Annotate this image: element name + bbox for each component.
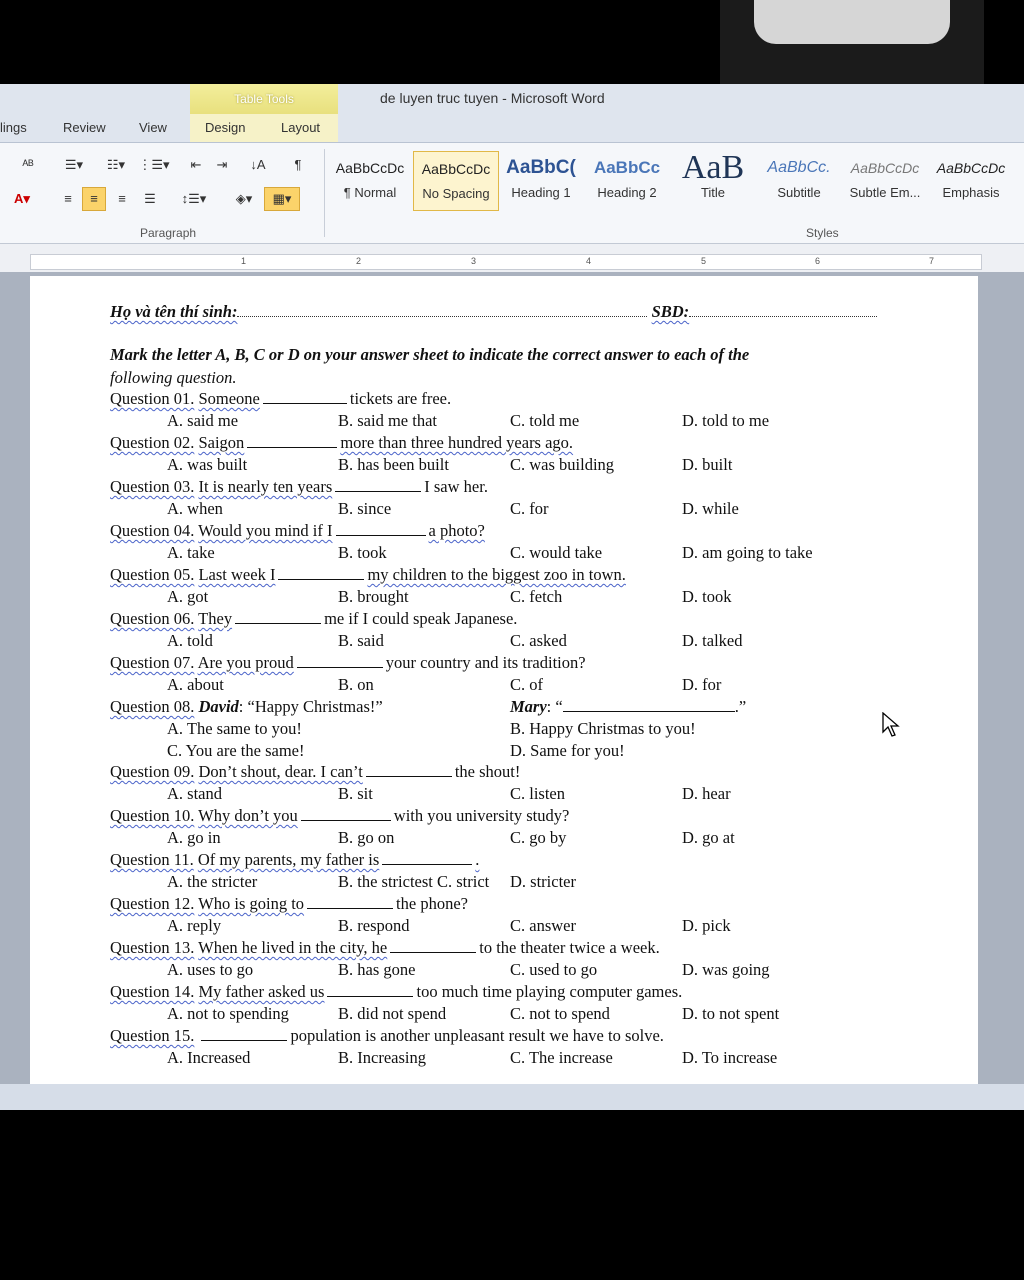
answer-option: D. while [682,499,739,518]
question-after: my children to the biggest zoo in town. [367,565,626,584]
question-label: Question 12. [110,894,195,913]
question-text [198,982,324,1001]
answer-blank [366,764,452,777]
question-before: Why don’t you [198,806,298,825]
window-title: de luyen truc tuyen - Microsoft Word [380,90,605,106]
decrease-indent-icon[interactable]: ⇤ [190,157,202,172]
question-before: Of my parents, my father is [197,850,380,869]
style-title[interactable]: AaB Title [681,151,745,200]
question-text [198,609,232,628]
ruler-number: 7 [929,256,935,266]
answer-option: B. brought [338,587,409,606]
question-text [198,653,294,672]
answer-option: A. take [167,543,215,562]
question-stem [110,982,682,1002]
answer-option: D. took [682,587,732,606]
question-stem [110,433,573,453]
answer-blank [278,567,364,580]
style-no-spacing[interactable]: AaBbCcDc No Spacing [413,151,499,211]
answer-option: C. fetch [510,587,563,606]
answer-option: C. of [510,675,543,694]
mouse-cursor-icon [882,712,900,738]
tab-mailings[interactable]: lings [0,120,27,135]
answer-option: B. said me that [338,411,437,430]
tab-design[interactable]: Design [205,120,246,135]
answer-option: D. Same for you! [510,741,625,760]
question-label: Question 08. [110,697,195,716]
question-before: Don’t shout, dear. I can’t [198,762,363,781]
group-separator [324,149,325,237]
justify-icon[interactable]: ☰ [144,191,156,206]
horizontal-ruler[interactable] [30,254,982,270]
line-spacing-icon[interactable]: ↕☰▾ [181,191,207,206]
question-label: Question 09. [110,762,195,781]
instruction-line-2: following question. [110,368,237,387]
tab-view[interactable]: View [139,120,167,135]
question-label: Question 11. [110,850,194,869]
font-color-icon[interactable]: A▾ [14,191,30,206]
ruler-number: 6 [815,256,821,266]
sbd-label: SBD: [651,302,690,321]
answer-option: C. go by [510,828,567,847]
answer-option: D. go at [682,828,735,847]
answer-option: B. Increasing [338,1048,426,1067]
answer-option: A. about [167,675,224,694]
question-after: more than three hundred years ago. [340,433,574,452]
answer-option: C. not to spend [510,1004,610,1023]
question-after: the phone? [396,894,468,913]
answer-option: A. told [167,631,213,650]
question-label: Question 10. [110,806,195,825]
answer-option: B. go on [338,828,395,847]
answer-option: B. since [338,499,392,518]
question-before: When he lived in the city, he [198,938,388,957]
header-line [110,302,877,322]
styles-group-label: Styles [806,226,839,240]
table-tools-context: Table Tools [190,84,338,114]
answer-option: B. has gone [338,960,416,979]
question-text [198,521,332,540]
question-after: me if I could speak Japanese. [324,609,518,628]
question-stem [110,806,569,826]
answer-option: B. respond [338,916,410,935]
question-stem [110,653,586,673]
david-line: : “Happy Christmas!” [238,697,383,716]
style-heading-2[interactable]: AaBbCc Heading 2 [593,158,661,200]
question-stem [110,565,626,585]
tab-layout[interactable]: Layout [281,120,321,135]
speaker-mary: Mary [510,697,547,716]
question-stem [110,894,468,914]
answer-option: A. uses to go [167,960,254,979]
answer-option: B. said [338,631,384,650]
word-window [0,84,1024,1110]
question-before: Saigon [198,433,245,452]
answer-option: A. The same to you! [167,719,302,738]
question-text [198,477,332,496]
answer-blank [335,479,421,492]
align-right-icon[interactable]: ≡ [118,191,126,206]
question-before: They [198,609,233,628]
tab-review[interactable]: Review [63,120,106,135]
answer-option: C. told me [510,411,580,430]
answer-option: B. took [338,543,387,562]
question-label: Question 15. [110,1026,195,1045]
answer-option: A. not to spending [167,1004,289,1023]
answer-blank [301,808,391,821]
answer-option: D. for [682,675,722,694]
answer-option: C. answer [510,916,576,935]
mary-close: .” [734,697,747,716]
answer-option: D. talked [682,631,743,650]
pilcrow-icon[interactable]: ¶ [294,157,302,172]
answer-option: D. was going [682,960,770,979]
answer-option: B. the strictest C. strict [338,872,490,891]
sbd-dotted-line [689,316,877,317]
answer-option: C. listen [510,784,566,803]
question-text [198,389,259,408]
question-text [198,850,379,869]
question-after: . [475,850,480,869]
answer-blank [263,391,347,404]
ruler-number: 3 [471,256,477,266]
answer-option: A. Increased [167,1048,251,1067]
answer-blank [382,852,472,865]
question-label: Question 04. [110,521,195,540]
question-stem [110,762,520,782]
question-label: Question 01. [110,389,195,408]
answer-option: A. the stricter [167,872,258,891]
ribbon [0,143,1024,244]
ruler-number: 2 [356,256,362,266]
question-after: tickets are free. [349,389,452,408]
question-stem [110,389,451,409]
style-subtle-emphasis[interactable]: AaBbCcDc Subtle Em... [849,160,921,200]
answer-blank [336,523,426,536]
question-text [198,938,387,957]
question-label: Question 05. [110,565,195,584]
question-after: a photo? [428,521,485,540]
answer-blank [247,435,337,448]
answer-option: A. said me [167,411,239,430]
question-before: Would you mind if I [198,521,333,540]
answer-option: A. when [167,499,223,518]
question-stem [110,1026,664,1046]
answer-option: C. The increase [510,1048,613,1067]
answer-option: D. pick [682,916,731,935]
overlay-pill [754,0,950,44]
question-label: Question 06. [110,609,195,628]
question-stem [110,938,660,958]
question-after: your country and its tradition? [385,653,586,672]
answer-option: A. got [167,587,209,606]
question-before: Someone [198,389,260,408]
answer-option: D. told to me [682,411,770,430]
answer-option: B. Happy Christmas to you! [510,719,696,738]
answer-option: D. to not spent [682,1004,780,1023]
answer-option: A. was built [167,455,248,474]
answer-option: C. used to go [510,960,598,979]
answer-option: C. asked [510,631,567,650]
answer-blank [235,611,321,624]
question-stem [110,697,383,717]
question-before: Last week I [198,565,276,584]
mary-line [510,697,746,717]
document-area [0,272,1024,1084]
mary-open: : “ [546,697,563,716]
style-heading-1[interactable]: AaBbC( Heading 1 [506,157,576,200]
question-stem [110,521,485,541]
ruler-number: 1 [241,256,247,266]
question-before: It is nearly ten years [198,477,333,496]
question-after: the shout! [454,762,521,781]
question-before: My father asked us [198,982,325,1001]
title-bar [0,84,1024,114]
answer-option: C. for [510,499,549,518]
style-emphasis[interactable]: AaBbCcDc Emphasis [936,160,1006,200]
increase-indent-icon[interactable]: ⇥ [216,157,228,172]
align-center-icon[interactable]: ≡ [82,187,106,211]
question-label: Question 02. [110,433,195,452]
ruler-number: 4 [586,256,592,266]
answer-option: A. stand [167,784,222,803]
numbering-icon[interactable]: ☷▾ [106,157,126,172]
answer-option: D. stricter [510,872,576,891]
question-label: Question 14. [110,982,195,1001]
document-page[interactable] [30,276,978,1084]
question-after: with you university study? [393,806,570,825]
align-left-icon[interactable]: ≡ [64,191,72,206]
answer-option: D. built [682,455,733,474]
answer-option: B. did not spend [338,1004,447,1023]
question-after: I saw her. [424,477,488,496]
speaker-david: David [198,697,239,716]
question-after: to the theater twice a week. [479,938,660,957]
question-before: Who is going to [198,894,305,913]
question-stem [110,609,517,629]
question-label: Question 07. [110,653,195,672]
ribbon-tabs [0,114,1024,143]
name-label: Họ và tên thí sinh: [110,302,238,321]
instruction-line-1: Mark the letter A, B, C or D on your answer sheet to indicate the correct answer to each of the [110,345,750,364]
name-dotted-line [237,316,647,317]
answer-option: C. was building [510,455,615,474]
answer-option: B. has been built [338,455,449,474]
answer-option: A. reply [167,916,222,935]
question-after: population is another unpleasant result we have to solve. [290,1026,664,1045]
answer-blank [297,655,383,668]
answer-option: D. hear [682,784,731,803]
shading-icon[interactable]: ◈▾ [235,191,253,206]
question-after: too much time playing computer games. [416,982,683,1001]
style-subtitle[interactable]: AaBbCc. Subtitle [767,159,831,200]
answer-blank [307,896,393,909]
question-label: Question 13. [110,938,195,957]
paragraph-group-label: Paragraph [140,226,197,240]
answer-option: D. am going to take [682,543,813,562]
answer-option: D. To increase [682,1048,778,1067]
answer-blank [201,1028,287,1041]
multilevel-list-icon[interactable]: ⋮☰▾ [138,157,170,172]
answer-option: C. You are the same! [167,741,305,760]
answer-option: B. sit [338,784,373,803]
question-text [198,565,275,584]
question-text [198,894,304,913]
question-text [198,762,362,781]
question-label: Question 03. [110,477,195,496]
style-normal[interactable]: AaBbCcDc ¶ Normal [335,160,405,200]
borders-icon[interactable]: ▦▾ [264,187,300,211]
question-before: Are you proud [197,653,294,672]
question-text [198,806,298,825]
bullets-icon[interactable]: ☰▾ [64,157,84,172]
answer-option: C. would take [510,543,603,562]
answer-option: A. go in [167,828,221,847]
question-text [198,433,244,452]
ruler-number: 5 [701,256,707,266]
sort-icon[interactable]: ↓A [250,157,266,172]
answer-blank [563,699,735,712]
spelling-icon[interactable]: ᴬᴮ [22,157,34,172]
status-bar [0,1084,1024,1110]
answer-blank [327,984,413,997]
question-stem [110,850,479,870]
answer-option: B. on [338,675,374,694]
question-stem [110,477,488,497]
answer-blank [390,940,476,953]
